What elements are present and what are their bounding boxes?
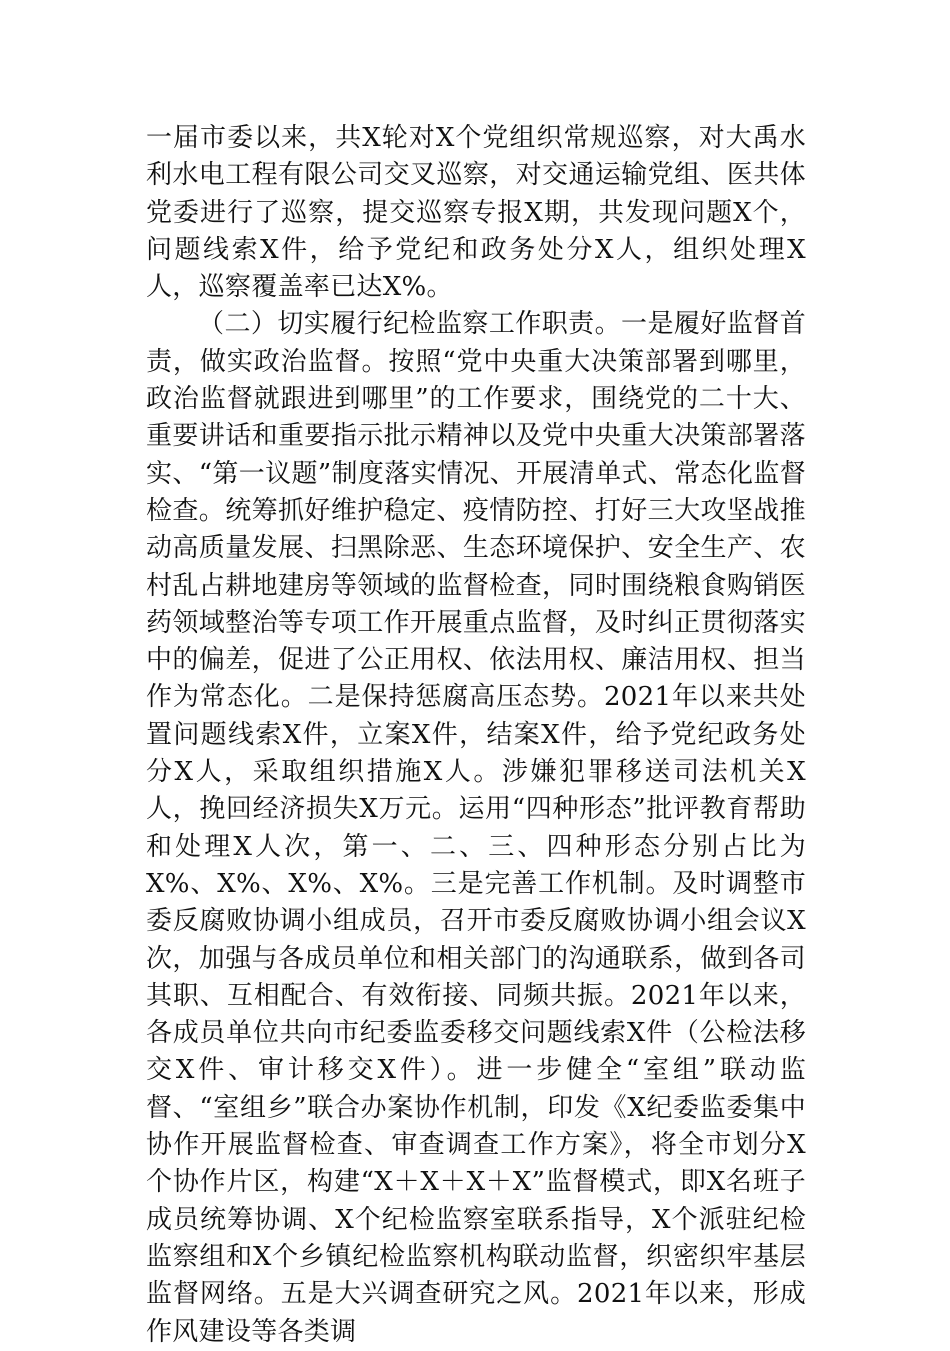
document-body — [146, 120, 806, 1351]
paragraph-duties: （二）切实履行纪检监察工作职责。一是履好监督首责，做实政治监督。按照“党中央重大决策部署到哪里，政治监督就跟进到哪里”的工作要求，围绕党的二十大、重要讲话和重要指示批示精神以及党中央重大决策部署落实、“第一议题”制度落实情况、开展清单式、常态化监督检查。统筹抓好维护稳定、疫情防控、打好三大攻坚战推动高质量发展、扫黑除恶、生态环境保护、安全生产、农村乱占耕地建房等领域的监督检查，同时围绕粮食购销医药领域整治等专项工作开展重点监督，及时纠正贯彻落实中的偏差，促进了公正用权、依法用权、廉洁用权、担当作为常态化。二是保持惩腐高压态势。2021年以来共处置问题线索X件，立案X件，结案X件，给予党纪政务处分X人，采取组织措施X人。涉嫌犯罪移送司法机关X人，挽回经济损失X万元。运用“四种形态”批评教育帮助和处理X人次，第一、二、三、四种形态分别占比为X%、X%、X%、X%。三是完善工作机制。及时调整市委反腐败协调小组成员，召开市委反腐败协调小组会议X次，加强与各成员单位和相关部门的沟通联系，做到各司其职、互相配合、有效衔接、同频共振。2021年以来，各成员单位共向市纪委监委移交问题线索X件（公检法移交X件、审计移交X件）。进一步健全“室组”联动监督、“室组乡”联合办案协作机制，印发《X纪委监委集中协作开展监督检查、审查调查工作方案》，将全市划分X个协作片区，构建“X＋X＋X＋X”监督模式，即X名班子成员统筹协调、X个纪检监察室联系指导，X个派驻纪检监察组和X个乡镇纪检监察机构联动监督，织密织牢基层监督网络。五是大兴调查研究之风。2021年以来，形成作风建设等各类调 — [146, 309, 806, 1347]
paragraph-continued: 一届市委以来，共X轮对X个党组织常规巡察，对大禹水利水电工程有限公司交叉巡察，对交通运输党组、医共体党委进行了巡察，提交巡察专报X期，共发现问题X个，问题线索X件，给予党纪和政务处分X人，组织处理X人，巡察覆盖率已达X%。 — [146, 123, 806, 303]
